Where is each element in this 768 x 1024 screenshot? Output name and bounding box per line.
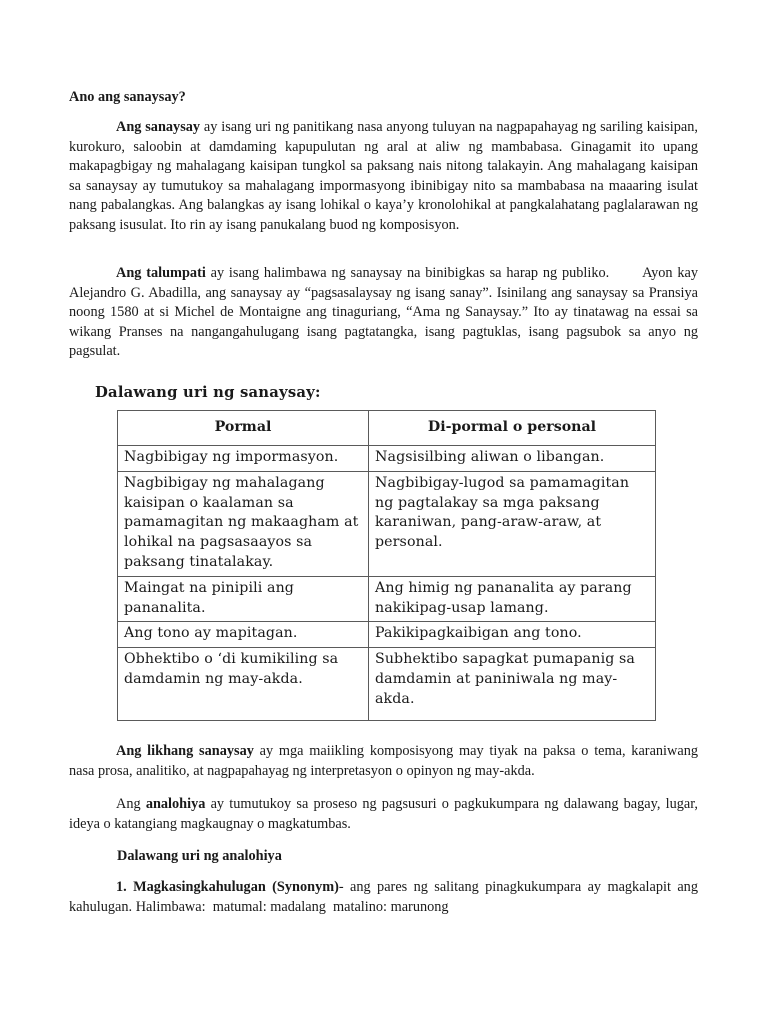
term-synonym: 1. Magkasingkahulugan (Synonym) [116,879,339,895]
term-sanaysay: Ang sanaysay [116,119,201,135]
table-cell: Nagbibigay ng mahalagang kaisipan o kaalaman sa pamamagitan ng makaagham at lohikal na pagsasaayos sa paksang tinatalakay. [118,471,369,576]
table-cell: Ang tono ay mapitagan. [118,622,369,648]
paragraph-synonym [69,878,702,917]
paragraph-sanaysay [69,118,698,236]
paragraph-likhang-sanaysay [69,742,698,781]
paragraph-talumpati [69,264,702,362]
paragraph-text: ay mga maiikling komposisyong may tiyak na paksa o tema, karaniwang nasa prosa, analitiko, at nagpapahayag ng interpretasyon o opinyon ng may-akda. [69,743,698,779]
paragraph-analohiya [69,795,698,834]
paragraph-text: - ang pares ng salitang pinagkukumpara ay magkalapit ang kahulugan. Halimbawa: matumal: madalang matalino: marunong [69,879,702,915]
table-cell: Nagbibigay ng impormasyon. [118,446,369,472]
term-likhang-sanaysay: Ang likhang sanaysay [116,743,254,759]
table-cell: Nagbibigay-lugod sa pamamagitan ng pagtalakay sa mga paksang karaniwan, pang-araw-araw, at personal. [369,471,656,576]
table-header-row [118,411,656,446]
table-cell: Ang himig ng pananalita ay parang nakikipag-usap lamang. [369,576,656,622]
term-talumpati: Ang talumpati [116,265,206,281]
table-cell: Pakikipagkaibigan ang tono. [369,622,656,648]
table-header-cell: Di-pormal o personal [369,411,656,446]
section-heading: Ano ang sanaysay? [69,89,186,105]
table-cell: Obhektibo o ‘di kumikiling sa damdamin ng may-akda. [118,648,369,720]
table-row [118,446,656,472]
table-row [118,471,656,576]
table-cell: Maingat na pinipili ang pananalita. [118,576,369,622]
table-cell: Nagsisilbing aliwan o libangan. [369,446,656,472]
table-cell: Subhektibo sapagkat pumapanig sa damdamin at paniniwala ng may-akda. [369,648,656,720]
paragraph-text: ay isang halimbawa ng sanaysay na binibigkas sa harap ng publiko. Ayon kay Alejandro G. Abadilla, ang sanaysay ay “pagsasalaysay ng isang sanay”. Isinilang ang sanaysay sa Pransiya noong 1580 at si Michel de Montaigne ang tinaguriang, “Ama ng Sanaysay.” Ito ay tinatawag na essai sa wikang Pranses na nangangahulugang isang pagtatangka, isang pagtuklas, isang pagsubok sa anyo ng pagsulat. [69,265,702,360]
table-header-cell: Pormal [118,411,369,446]
paragraph-text: ay tumutukoy sa proseso ng pagsusuri o pagkukumpara ng dalawang bagay, lugar, ideya o katangiang magkaugnay o magkatumbas. [69,796,698,832]
term-analohiya: analohiya [145,796,206,812]
analohiya-heading: Dalawang uri ng analohiya [117,848,282,864]
table-row [118,576,656,622]
paragraph-prefix: Ang [116,796,146,812]
paragraph-text: ay isang uri ng panitikang nasa anyong tuluyan na nagpapahayag ng sariling kaisipan, kurokuro, saloobin at damdaming kapupulutan ng aral at aliw ng mambabasa. Ginagamit ito upang makapagbigay ng mahalagang kaisipan tungkol sa paksang nais nitong talakayin. Ang mahalagang kaisipan sa sanaysay ay tumutukoy sa mahalagang impormasyong ibinibigay nito sa mambabasa na maaaring isulat nang pabalangkas. Ang balangkas ay isang lohikal o kaya’y kronolohikal at pangkalahatang paglalarawan ng paksang isusulat. Ito rin ay isang panukalang buod ng komposisyon. [69,119,699,233]
table-row [118,622,656,648]
table-row [118,648,656,720]
types-table [117,410,656,721]
table-title: Dalawang uri ng sanaysay: [95,384,321,401]
